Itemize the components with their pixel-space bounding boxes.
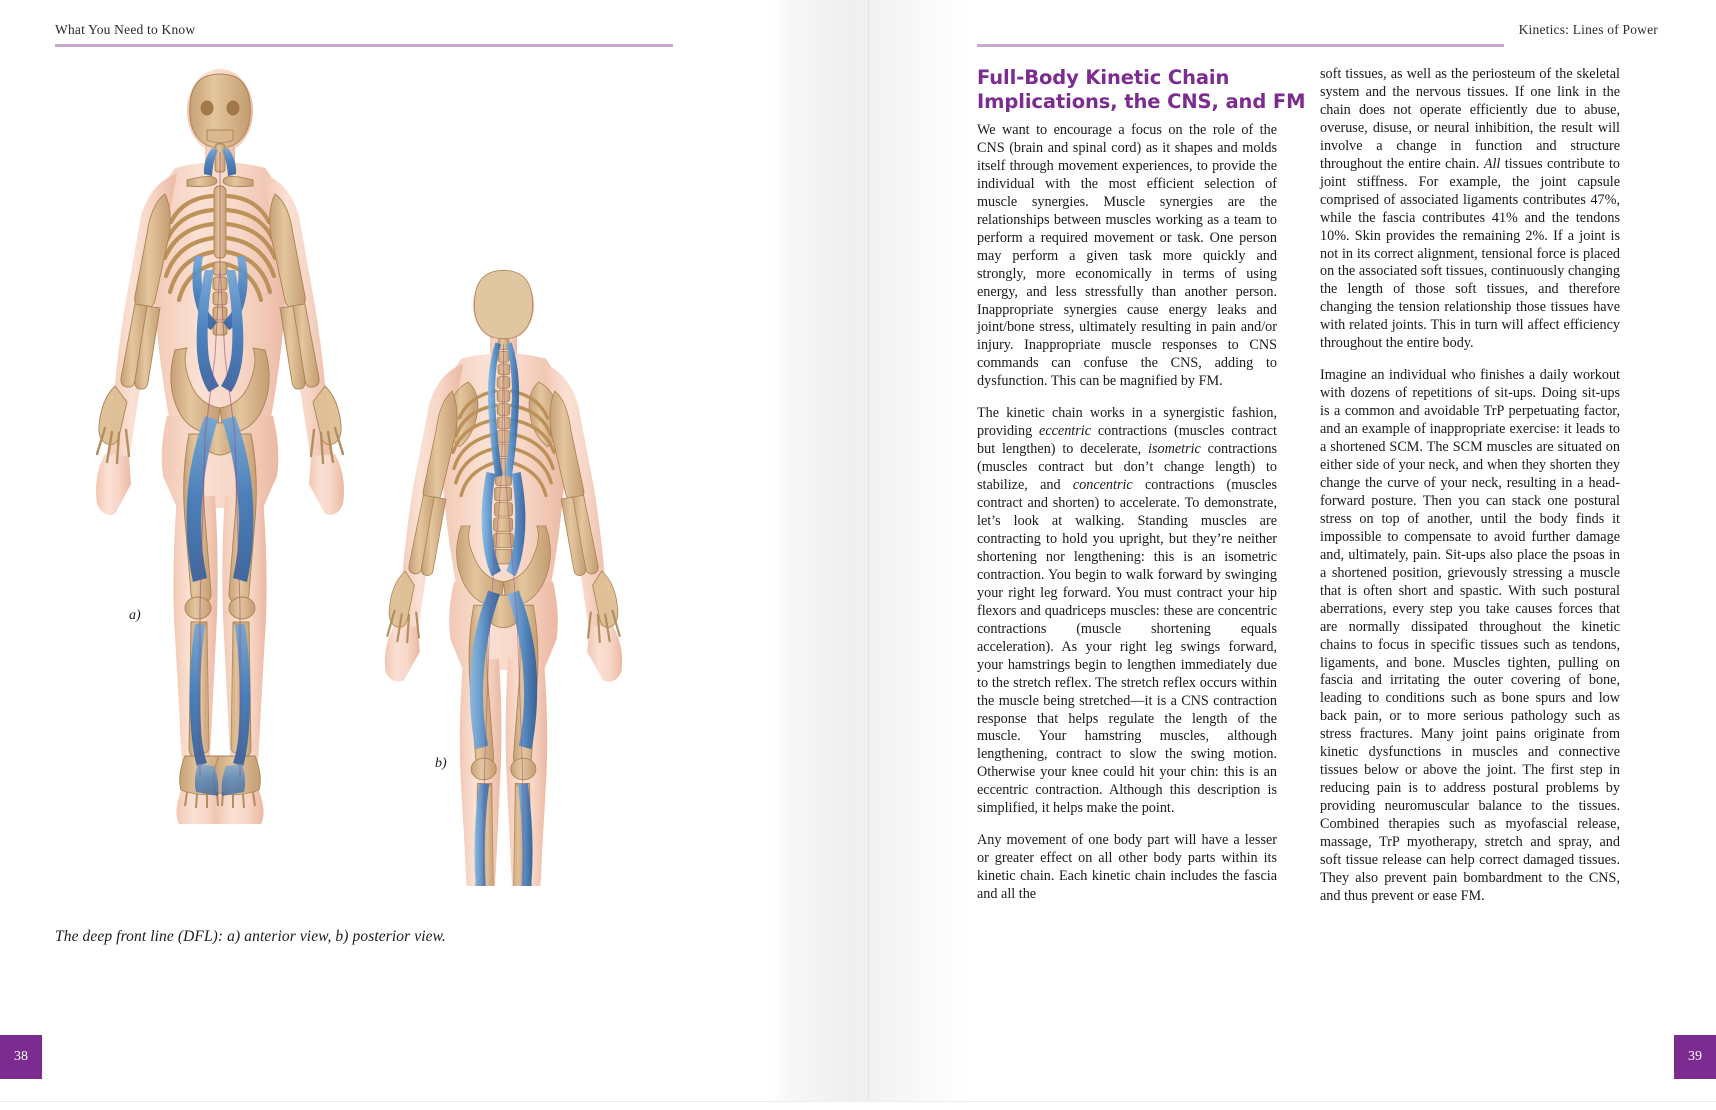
- emphasis-concentric: concentric: [1072, 477, 1133, 494]
- emphasis-isometric: isometric: [1148, 441, 1201, 458]
- running-head-left: What You Need to Know: [55, 22, 196, 37]
- page-number-left: 38: [0, 1035, 42, 1079]
- section-title: Full-Body Kinetic Chain Implications, the CNS, and FM: [977, 66, 1306, 113]
- text-run: contractions (muscles contract and shorten) to accelerate. To demonstrate, let’s look at walking. Standing muscles are contracting to hold you upright, but they’re neither shortening nor lengthening: this is an isometric contraction. You begin to walk forward by swinging your right leg forward. You must contract your hip flexors and quadriceps muscles: these are concentric contractions (muscle shortening equals acceleration). As your right leg swings forward, your hamstrings begin to lengthen immediately due to the stretch reflex. The stretch reflex occurs within the muscle being stretched—it is a CNS contraction response that helps regulate the length of the muscle. Your hamstring muscles, although lengthening, contract to slow the swing motion. Otherwise your knee could hit your chin: this is an eccentric contraction. Although this description is simplified, it helps make the point.: [977, 477, 1277, 817]
- figure-label-a: a): [129, 608, 141, 623]
- paragraph: Imagine an individual who finishes a daily workout with dozens of repetitions of sit-ups. Doing sit-ups is a common and avoidable TrP perpetuating factor, and an example of inappropriate exercise: it leads to a shortened SCM. The SCM muscles are situated on either side of your neck, and when they shorten they change the curve of your neck, resulting in a head-forward posture. Then you can stack one postural stress on top of another, until the body finds it impossible to compensate to avoid further damage and, ultimately, pain. Sit-ups also place the psoas in a shortened position, grievously stressing a muscle that is often short and spastic. With such postural aberrations, every step you take causes forces that are normally dissipated throughout the kinetic chains to focus in specific tissues such as tendons, ligaments, and bone. Muscles tighten, pulling on fascia and irritating the outer covering of bone, leading to conditions such as bone spurs and low back pain, or to more serious pathology such as stress fractures. Many joint pains originate from kinetic dysfunctions in muscles and connective tissues below or above the joint. The first step in reducing pain is to address postural problems by providing neuromuscular balance to the tissues. Combined therapies such as myofascial release, massage, TrP myotherapy, stretch and spray, and soft tissue release can help correct damaged tissues. They also prevent pain bombardment to the CNS, and thus prevent or ease FM.: [1320, 367, 1620, 904]
- body-column-right: [1320, 66, 1620, 906]
- right-page: [869, 0, 1716, 1110]
- paragraph: Any movement of one body part will have a lesser or greater effect on all other body parts within its kinetic chain. Each kinetic chain includes the fascia and all the: [977, 832, 1277, 903]
- figure-label-b: b): [435, 756, 447, 771]
- page-number-right: 39: [1674, 1035, 1716, 1079]
- paragraph: [977, 405, 1277, 818]
- text-run: tissues contribute to joint stiffness. For example, the joint capsule comprised of associated ligaments contributes 47%, while the fascia contributes 41% and the tendons 10%. Skin provides the remaining 2%. If a joint is not in its correct alignment, tensional force is placed on the associated soft tissues, continuously changing the length of those soft tissues, and therefore changing the tension relationship those tissues have with related joints. This in turn will affect efficiency throughout the entire body.: [1320, 155, 1620, 352]
- running-head-right: Kinetics: Lines of Power: [1518, 22, 1658, 37]
- figure-caption: The deep front line (DFL): a) anterior view, b) posterior view.: [55, 928, 446, 945]
- header-rule-left: [55, 44, 673, 47]
- paragraph: [1320, 66, 1620, 353]
- body-column-left: [977, 122, 1277, 904]
- header-rule-right: [977, 44, 1504, 47]
- paragraph: We want to encourage a focus on the role of the CNS (brain and spinal cord) as it shapes and molds itself through movement experiences, to provide the individual with the most efficient selection of muscle synergies. Muscle synergies are the relationships between muscles working as a team to perform a required movement or task. One person may perform a given task more quickly and strongly, more economically in terms of using energy, and less stressfully than another person. Inappropriate synergies cause energy leaks and joint/bone stress, ultimately resulting in pain and/or injury. Inappropriate muscle responses to CNS commands can confuse the CNS, adding to dysfunction. This can be magnified by FM.: [977, 122, 1277, 390]
- figure-deep-front-line: [55, 56, 675, 886]
- page-bottom-edge: [0, 1101, 1716, 1110]
- text-run: contractions (muscles contract but don’t change length) to stabilize, and: [977, 441, 1277, 494]
- figure-a-anterior-view: [96, 69, 344, 824]
- text-run: soft tissues, as well as the periosteum of the skeletal system and the nervous tissues. If one link in the chain does not operate efficiently due to abuse, overuse, disuse, or neural inhibition, the result will involve a change in function and structure throughout the entire chain.: [1320, 66, 1620, 172]
- figure-b-posterior-view: [385, 270, 622, 887]
- emphasis-all: All: [1483, 155, 1501, 172]
- emphasis-eccentric: eccentric: [1039, 423, 1091, 440]
- anatomy-illustration-svg: [55, 56, 675, 886]
- text-run: contractions (muscles contract but lengthen) to decelerate,: [977, 423, 1277, 458]
- text-run: The kinetic chain works in a synergistic fashion, providing: [977, 405, 1277, 440]
